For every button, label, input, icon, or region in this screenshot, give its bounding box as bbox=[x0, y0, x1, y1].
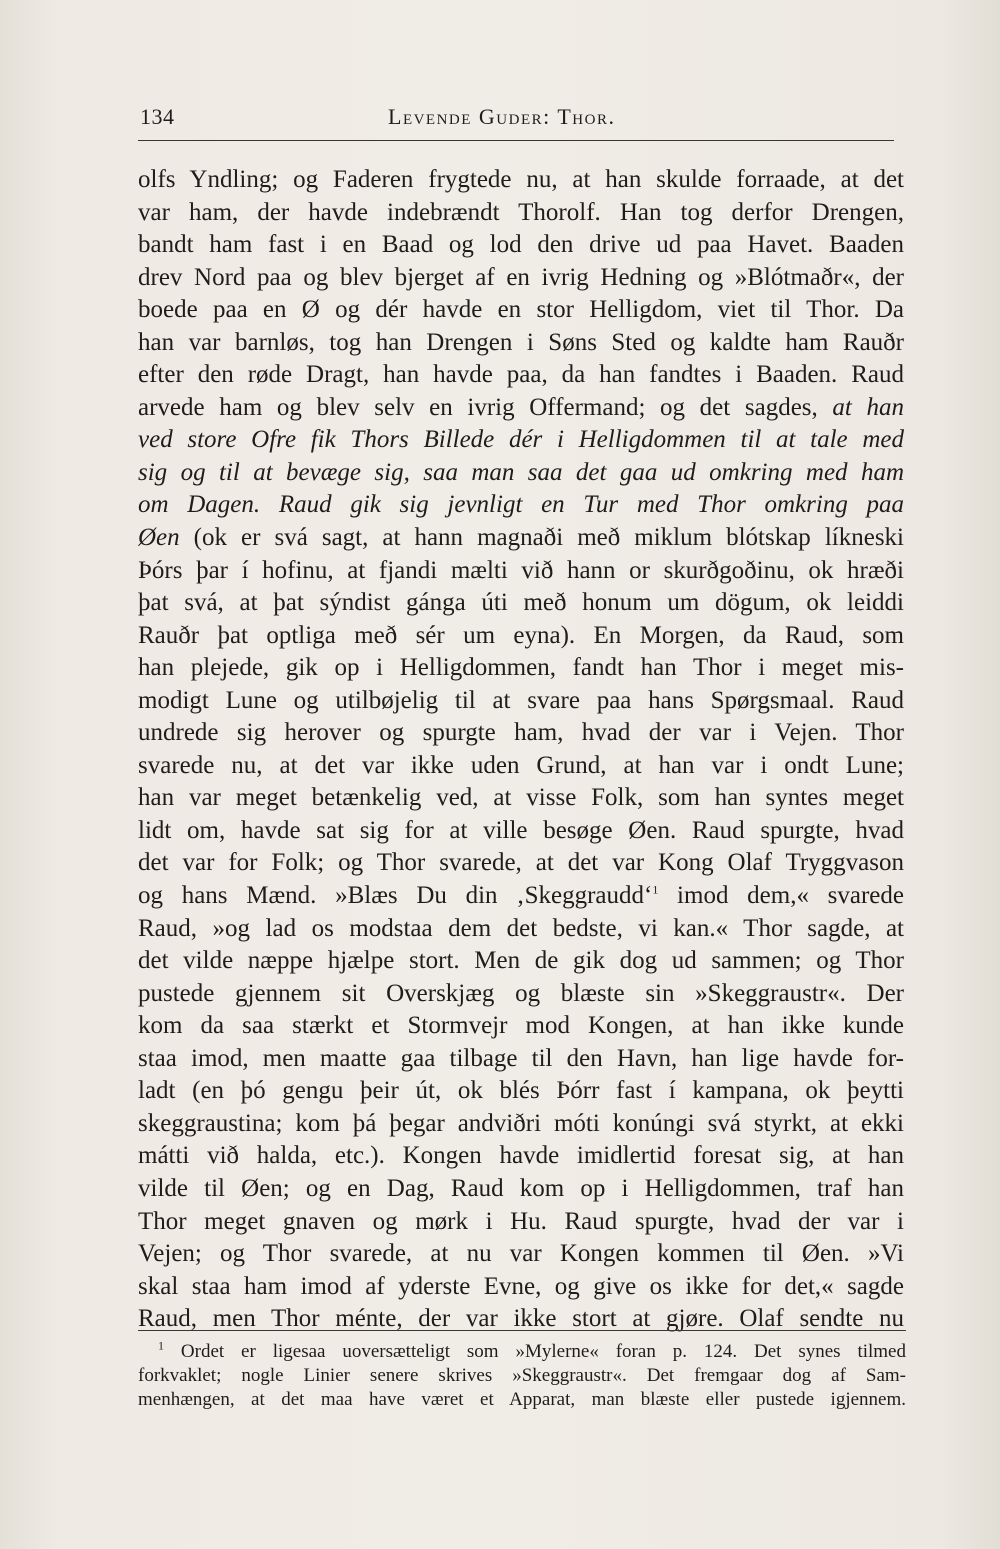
text-run: (ok er svá sagt, at hann magnaði með miklum blótskap líkneski bbox=[179, 524, 904, 552]
text-line bbox=[138, 685, 904, 718]
italic-text: at han bbox=[832, 393, 904, 421]
text-run: det var for Folk; og Thor svarede, at det var Kong Olaf Tryggvason bbox=[138, 849, 904, 877]
text-line bbox=[138, 489, 904, 522]
text-run: han var barnløs, tog han Drengen i Søns Sted og kaldte ham Rauðr bbox=[138, 328, 904, 356]
footnotes bbox=[138, 1340, 906, 1412]
footnote-line bbox=[138, 1364, 906, 1388]
text-line bbox=[138, 1238, 904, 1271]
running-title: Levende Guder: Thor. bbox=[388, 104, 616, 129]
footnote-rule bbox=[138, 1330, 906, 1331]
text-run: pustede gjennem sit Overskjæg og blæste sin »Skeggraustr«. Der bbox=[138, 979, 904, 1007]
text-run: var ham, der havde indebrændt Thorolf. Han tog derfor Drengen, bbox=[138, 198, 904, 226]
text-line bbox=[138, 327, 904, 360]
text-run: Þórs þar í hofinu, at fjandi mælti við hann or skurðgoðinu, ok hræði bbox=[138, 556, 904, 584]
text-run: og hans Mænd. »Blæs Du din ‚Skeggraudd‘ bbox=[138, 882, 653, 910]
italic-text: ved store Ofre fik Thors Billede dér i Helligdommen til at tale med bbox=[138, 426, 904, 454]
text-line bbox=[138, 782, 904, 815]
footnote-line bbox=[138, 1388, 906, 1412]
text-run: Raud, »og lad os modstaa dem det bedste, vi kan.« Thor sagde, at bbox=[138, 914, 904, 942]
italic-text: Raud gik sig jevnligt en Tur med Thor omkring paa bbox=[278, 491, 905, 519]
italic-text: om Dagen. bbox=[138, 491, 261, 519]
text-run: det vilde næppe hjælpe stort. Men de gik dog ud sammen; og Thor bbox=[138, 947, 904, 975]
italic-text: sig og til at bevæge sig, saa man saa det gaa ud omkring med ham bbox=[138, 458, 904, 486]
text-line bbox=[138, 1271, 904, 1304]
text-line bbox=[138, 620, 904, 653]
text-run: staa imod, men maatte gaa tilbage til den Havn, han lige havde for- bbox=[138, 1044, 904, 1072]
text-run: Rauðr þat optliga með sér um eyna). En Morgen, da Raud, som bbox=[138, 621, 904, 649]
text-run: bandt ham fast i en Baad og lod den drive ud paa Havet. Baaden bbox=[138, 231, 904, 259]
text-run: lidt om, havde sat sig for at ville besøge Øen. Raud spurgte, hvad bbox=[138, 816, 904, 844]
text-line bbox=[138, 392, 904, 425]
text-line bbox=[138, 587, 904, 620]
text-line bbox=[138, 880, 904, 913]
text-run: þat svá, at þat sýndist gánga úti með honum um dögum, ok leiddi bbox=[138, 589, 904, 617]
text-line bbox=[138, 652, 904, 685]
text-line bbox=[138, 424, 904, 457]
text-run: imod dem,« svarede bbox=[658, 882, 905, 910]
italic-text: Øen bbox=[138, 524, 180, 552]
text-run: vilde til Øen; og en Dag, Raud kom op i Helligdommen, traf han bbox=[138, 1174, 904, 1202]
text-run bbox=[260, 491, 279, 518]
text-run: undrede sig herover og spurgte ham, hvad der var i Vejen. Thor bbox=[138, 719, 904, 747]
text-run: skeggraustina; kom þá þegar andviðri móti konúngi svá styrkt, at ekki bbox=[138, 1109, 904, 1137]
text-line bbox=[138, 1140, 904, 1173]
text-line bbox=[138, 522, 904, 555]
text-line bbox=[138, 1075, 904, 1108]
footnote-marker: 1 bbox=[158, 1338, 164, 1353]
page-header bbox=[140, 104, 892, 138]
text-run: Raud, men Thor ménte, der var ikke stort at gjøre. Olaf sendte nu bbox=[138, 1305, 904, 1333]
text-run: Thor meget gnaven og mørk i Hu. Raud spurgte, hvad der var i bbox=[138, 1207, 904, 1235]
text-line bbox=[138, 815, 904, 848]
text-run: kom da saa stærkt et Stormvejr mod Kongen, at han ikke kunde bbox=[138, 1012, 904, 1040]
text-line bbox=[138, 750, 904, 783]
text-run: olfs Yndling; og Faderen frygtede nu, at han skulde forraade, at det bbox=[138, 166, 904, 193]
footnote-marker: 1 bbox=[652, 882, 659, 897]
body-text bbox=[138, 164, 904, 1336]
text-line bbox=[138, 1206, 904, 1239]
text-line bbox=[138, 913, 904, 946]
text-line bbox=[138, 197, 904, 230]
text-run: arvede ham og blev selv en ivrig Offermand; og det sagdes, bbox=[138, 393, 833, 421]
text-line bbox=[138, 978, 904, 1011]
text-run: menhængen, at det maa have været et Apparat, man blæste eller pustede igjennem. bbox=[138, 1389, 906, 1410]
page-number: 134 bbox=[140, 104, 175, 129]
text-line bbox=[138, 457, 904, 490]
text-run: drev Nord paa og blev bjerget af en ivrig Hedning og »Blótmaðr«, der bbox=[138, 263, 904, 291]
text-line bbox=[138, 1108, 904, 1141]
text-line bbox=[138, 1043, 904, 1076]
text-line bbox=[138, 945, 904, 978]
text-run: boede paa en Ø og dér havde en stor Helligdom, viet til Thor. Da bbox=[138, 296, 904, 324]
text-line bbox=[138, 1173, 904, 1206]
text-run: forkvaklet; nogle Linier senere skrives »Skeggraustr«. Det fremgaar dog af Sam- bbox=[138, 1365, 906, 1386]
text-line bbox=[138, 262, 904, 295]
text-line bbox=[138, 847, 904, 880]
text-line bbox=[138, 164, 904, 197]
text-run: svarede nu, at det var ikke uden Grund, at han var i ondt Lune; bbox=[138, 751, 904, 779]
text-line bbox=[138, 1010, 904, 1043]
text-run: efter den røde Dragt, han havde paa, da han fandtes i Baaden. Raud bbox=[138, 361, 904, 389]
text-run: Vejen; og Thor svarede, at nu var Kongen kommen til Øen. »Vi bbox=[138, 1240, 904, 1268]
text-line bbox=[138, 229, 904, 262]
text-line bbox=[138, 555, 904, 588]
footnote-line bbox=[138, 1340, 906, 1364]
text-run: skal staa ham imod af yderste Evne, og give os ikke for det,« sagde bbox=[138, 1272, 904, 1300]
text-run: han var meget betænkelig ved, at visse Folk, som han syntes meget bbox=[138, 784, 904, 812]
text-line bbox=[138, 294, 904, 327]
text-line bbox=[138, 359, 904, 392]
text-run: Ordet er ligesaa uoversætteligt som »Mylerne« foran p. 124. Det synes tilmed bbox=[164, 1341, 906, 1362]
text-run: han plejede, gik op i Helligdommen, fandt han Thor i meget mis- bbox=[138, 654, 904, 682]
text-run: mátti við halda, etc.). Kongen havde imidlertid foresat sig, at han bbox=[138, 1142, 904, 1170]
text-run: modigt Lune og utilbøjelig til at svare paa hans Spørgsmaal. Raud bbox=[138, 686, 904, 714]
text-run: ladt (en þó gengu þeir út, ok blés Þórr fast í kampana, ok þeytti bbox=[138, 1077, 904, 1105]
text-line bbox=[138, 717, 904, 750]
header-rule bbox=[138, 140, 894, 141]
